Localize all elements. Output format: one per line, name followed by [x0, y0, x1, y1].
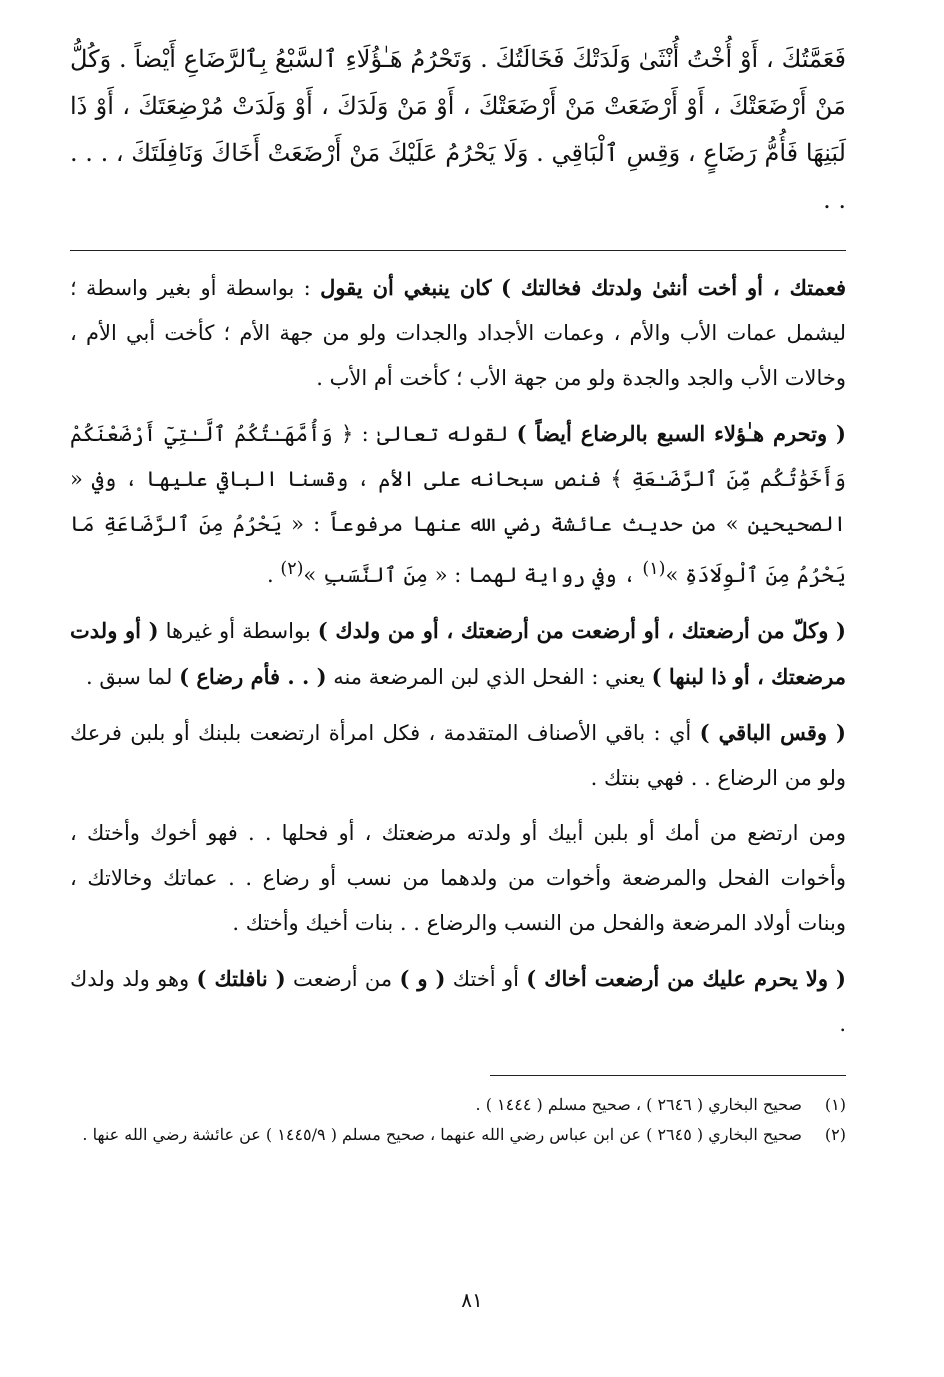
quran-quote: ﴿ وَأُمَّهَـٰتُكُمُ ٱلَّـٰتِيٓ أَرْضَعْنَكُمْ وَأَخَوَٰتُكُم مِّنَ ٱلرَّضَـٰعَةِ ﴾ [70, 422, 846, 491]
page-number: ٨١ [461, 1288, 483, 1312]
commentary-paragraph-6: ( ولا يحرم عليك من أرضعت أخاك ) أو أختك ( و ) من أرضعت ( نافلتك ) وهو ولد ولدك . [70, 966, 846, 1036]
footnote-ref-2: (٢) [280, 559, 304, 579]
commentary-paragraph-5: ومن ارتضع من أمك أو بلبن أبيك أو ولدته مرضعتك ، أو فحلها . . فهو أخوك وأختك ، وأخوات الفحل والمرضعة وأخوات من ولدهما من نسب أو رضاع . . عماتك وخالاتك ، وبنات أولاد المرضعة والفحل من النسب والرضاع . . بنات أخيك وأختك . [70, 821, 846, 935]
hadith-quote: « يَحْرُمُ مِنَ ٱلرَّضَاعَةِ مَا يَحْرُمُ مِنَ ٱلْوِلَادَةِ » [70, 512, 846, 587]
commentary-paragraph-1: فعمتك ، أو أخت أنثىٰ ولدتك فخالتك ) كان ينبغي أن يقول : بواسطة أو بغير واسطة ؛ ليشمل عمات الأب والأم ، وعمات الأجداد والجدات ولو من جهة الأم ؛ كأخت أبي الأم ، وخالات الأب والجد والجدة ولو من جهة الأب ؛ كأخت أم الأب . [70, 275, 846, 390]
commentary-paragraph-2: ( وتحرم هـٰؤلاء السبع بالرضاع أيضاً ) لقوله تعالىٰ : ﴿ وَأُمَّهَـٰتُكُمُ ٱلَّـٰتِيٓ أَرْضَعْنَكُمْ وَأَخَوَٰتُكُم مِّنَ ٱلرَّضَـٰعَةِ ﴾ فنص سبحانه على الأم ، وقسنا الباقي عليها ، وفي « الصحيحين » من حديث عائشة رضي الله عنها مرفوعاً : « يَحْرُمُ مِنَ ٱلرَّضَاعَةِ مَا يَحْرُمُ مِنَ ٱلْوِلَادَةِ »$^{(١)}$ ، وفي رواية لهما : « مِنَ ٱلنَّسَبِ »$^{(٢)}$ . [70, 421, 846, 587]
commentary [70, 265, 846, 1047]
commentary-paragraph-4: ( وقس الباقي ) أي : باقي الأصناف المتقدمة ، فكل امرأة ارتضعت بلبنك أو بلبن فرعك ولو من الرضاع . . فهي بنتك . [70, 720, 846, 790]
hadith-quote-2: « مِنَ ٱلنَّسَبِ » [303, 563, 448, 587]
footnote-separator [490, 1075, 846, 1076]
footnote-ref-1: (١) [642, 559, 666, 579]
matn-text: فَعَمَّتُكَ ، أَوْ أُخْتُ أُنْثَىٰ وَلَدَتْكَ فَخَالَتُكَ . وَتَحْرُمُ هَـٰؤُلَاءِ ٱلسَّبْعُ بِٱلرَّضَاعِ أَيْضاً . وَكُلُّ مَنْ أَرْضَعَتْكَ ، أَوْ أَرْضَعَتْ مَنْ أَرْضَعَتْكَ ، أَوْ مَنْ وَلَدَكَ ، أَوْ وَلَدَتْ مُرْضِعَتَكَ ، أَوْ ذَا لَبَنِهَا فَأُمُّ رَضَاعٍ ، وَقِسِ ٱلْبَاقِي . وَلَا يَحْرُمُ عَلَيْكَ مَنْ أَرْضَعَتْ أَخَاكَ وَنَافِلَتَكَ ، . . . . . [70, 45, 846, 214]
footnotes [70, 1090, 846, 1150]
commentary-paragraph-3: ( وكلّ من أرضعتك ، أو أرضعت من أرضعتك ، أو من ولدك ) بواسطة أو غيرها ( أو ولدت مرضعتك ، أو ذا لبنها ) يعني : الفحل الذي لبن المرضعة منه ( . . فأم رضاع ) لما سبق . [70, 618, 846, 689]
footnote-1: (١) صحيح البخاري ( ٢٦٤٦ ) ، صحيح مسلم ( ١٤٤٤ ) . [475, 1095, 846, 1114]
matn-separator [70, 250, 846, 251]
page-body [70, 36, 846, 1150]
footnote-2: (٢) صحيح البخاري ( ٢٦٤٥ ) عن ابن عباس رضي الله عنهما ، صحيح مسلم ( ١٤٤٥/٩ ) عن عائشة رضي الله عنها . [82, 1125, 846, 1144]
